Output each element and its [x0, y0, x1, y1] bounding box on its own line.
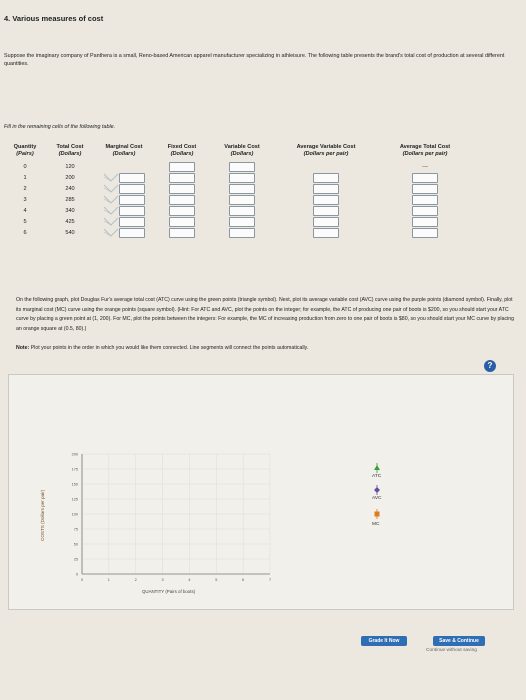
variable-cost-input[interactable]: [229, 184, 255, 194]
average-variable-cost-cell[interactable]: [274, 205, 378, 216]
fixed-cost-cell[interactable]: [154, 161, 210, 172]
marginal-cost-cell: [94, 161, 154, 172]
marginal-cost-cell[interactable]: [94, 194, 154, 205]
variable-cost-cell[interactable]: [210, 183, 274, 194]
atc-input[interactable]: [412, 173, 438, 183]
table-row: [4, 194, 472, 205]
variable-cost-cell[interactable]: [210, 172, 274, 183]
marginal-cost-input[interactable]: [119, 195, 145, 205]
marginal-cost-cell[interactable]: [94, 227, 154, 238]
marginal-cost-input[interactable]: [119, 184, 145, 194]
quantity-cell: 5: [23, 218, 27, 225]
average-variable-cost-cell[interactable]: [274, 172, 378, 183]
total-cost-cell: 540: [65, 229, 75, 236]
total-cost-cell: 200: [65, 174, 75, 181]
quantity-cell: 6: [23, 229, 27, 236]
legend-mc-label: MC: [372, 522, 380, 527]
table-row: [4, 161, 472, 172]
total-cost-cell: 240: [65, 185, 75, 192]
table-row: [4, 183, 472, 194]
table-row: [4, 216, 472, 227]
average-variable-cost-cell: [274, 161, 378, 172]
quantity-cell: 4: [23, 207, 27, 214]
average-variable-cost-cell[interactable]: [274, 194, 378, 205]
col-total-cost: Total Cost (Dollars): [56, 144, 84, 157]
average-total-cost-cell[interactable]: [378, 183, 472, 194]
atc-input[interactable]: [412, 184, 438, 194]
marginal-cost-cell[interactable]: [94, 172, 154, 183]
variable-cost-input[interactable]: [229, 195, 255, 205]
fixed-cost-cell[interactable]: [154, 205, 210, 216]
quantity-cell: 2: [23, 185, 27, 192]
fixed-cost-input[interactable]: [169, 217, 195, 227]
col-average-variable-cost: Average Variable Cost (Dollars per pair): [296, 144, 356, 157]
grade-it-now-button[interactable]: Grade It Now: [361, 636, 407, 646]
average-total-cost-cell[interactable]: [378, 205, 472, 216]
atc-input[interactable]: [412, 228, 438, 238]
y-tick-label: 125: [71, 497, 78, 502]
y-tick-label: 175: [71, 467, 78, 472]
marginal-cost-cell[interactable]: [94, 216, 154, 227]
variable-cost-input[interactable]: [229, 228, 255, 238]
variable-cost-cell[interactable]: [210, 216, 274, 227]
average-total-cost-cell: —: [422, 163, 428, 170]
average-total-cost-cell[interactable]: [378, 172, 472, 183]
variable-cost-cell[interactable]: [210, 194, 274, 205]
avc-input[interactable]: [313, 184, 339, 194]
continue-without-saving-link[interactable]: Continue without saving: [426, 648, 477, 653]
average-total-cost-cell[interactable]: [378, 194, 472, 205]
quantity-cell: 0: [23, 163, 27, 170]
x-tick-label: 4: [188, 578, 191, 582]
y-axis-label: COSTS (Dollars per pair): [40, 489, 45, 541]
y-tick-label: 200: [71, 452, 78, 457]
table-row: [4, 227, 472, 238]
avc-input[interactable]: [313, 228, 339, 238]
save-and-continue-button[interactable]: Save & Continue: [433, 636, 485, 646]
marginal-cost-cell[interactable]: [94, 205, 154, 216]
average-variable-cost-cell[interactable]: [274, 183, 378, 194]
col-average-total-cost: Average Total Cost (Dollars per pair): [399, 144, 451, 157]
variable-cost-input[interactable]: [229, 206, 255, 216]
marginal-cost-input[interactable]: [119, 228, 145, 238]
y-tick-label: 25: [73, 557, 78, 562]
cost-table: [4, 144, 472, 238]
col-marginal-cost: Marginal Cost (Dollars): [105, 144, 143, 157]
avc-input[interactable]: [313, 173, 339, 183]
x-tick-label: 0: [80, 578, 84, 582]
average-variable-cost-cell[interactable]: [274, 227, 378, 238]
note-text: Plot your points in the order in which you would like them connected. Line segments will connect the points automatically.: [29, 344, 309, 351]
col-fixed-cost: Fixed Cost (Dollars): [167, 144, 197, 157]
atc-input[interactable]: [412, 217, 438, 227]
col-variable-cost: Variable Cost (Dollars): [224, 144, 260, 157]
fixed-cost-input[interactable]: [169, 162, 195, 172]
fixed-cost-input[interactable]: [169, 228, 195, 238]
fixed-cost-input[interactable]: [169, 184, 195, 194]
fixed-cost-cell[interactable]: [154, 194, 210, 205]
table-header-row: [4, 144, 472, 161]
avc-input[interactable]: [313, 195, 339, 205]
total-cost-cell: 425: [65, 218, 75, 225]
average-total-cost-cell[interactable]: [378, 216, 472, 227]
fixed-cost-cell[interactable]: [154, 227, 210, 238]
average-total-cost-cell[interactable]: [378, 227, 472, 238]
x-tick-label: 5: [215, 578, 218, 582]
fixed-cost-cell[interactable]: [154, 172, 210, 183]
fixed-cost-cell[interactable]: [154, 183, 210, 194]
variable-cost-input[interactable]: [229, 217, 255, 227]
y-tick-label: 50: [73, 542, 78, 547]
y-tick-label: 75: [73, 527, 78, 532]
fill-instruction: Fill in the remaining cells of the following table.: [4, 124, 116, 130]
y-tick-label: 0: [75, 572, 78, 577]
fixed-cost-input[interactable]: [169, 195, 195, 205]
marginal-cost-input[interactable]: [119, 217, 145, 227]
total-cost-cell: 120: [65, 163, 75, 170]
total-cost-cell: 285: [65, 196, 75, 203]
average-variable-cost-cell[interactable]: [274, 216, 378, 227]
variable-cost-cell[interactable]: [210, 227, 274, 238]
x-axis-label: QUANTITY (Pairs of boots): [142, 589, 196, 594]
y-tick-label: 100: [71, 512, 78, 517]
avc-input[interactable]: [313, 206, 339, 216]
fixed-cost-input[interactable]: [169, 173, 195, 183]
x-tick-label: 6: [242, 578, 245, 582]
help-icon[interactable]: ?: [484, 360, 496, 372]
variable-cost-input[interactable]: [229, 162, 255, 172]
avc-input[interactable]: [313, 217, 339, 227]
fixed-cost-cell[interactable]: [154, 216, 210, 227]
variable-cost-cell[interactable]: [210, 161, 274, 172]
marginal-cost-cell[interactable]: [94, 183, 154, 194]
atc-input[interactable]: [412, 206, 438, 216]
marginal-cost-input[interactable]: [119, 206, 145, 216]
variable-cost-input[interactable]: [229, 173, 255, 183]
table-row: [4, 205, 472, 216]
question-title: 4. Various measures of cost: [4, 14, 104, 23]
marginal-cost-input[interactable]: [119, 173, 145, 183]
x-tick-label: 2: [134, 578, 137, 582]
x-tick-label: 3: [161, 578, 164, 582]
x-tick-label: 1: [107, 578, 110, 582]
quantity-cell: 1: [23, 174, 27, 181]
intro-text: Suppose the imaginary company of Panthera is a small, Reno-based American apparel manufacturer specializing in athleisure. The following table presents the brand's total cost of production at several different quantities.: [4, 53, 505, 67]
col-quantity: Quantity (Pairs): [13, 144, 37, 157]
legend-atc-label: ATC: [372, 474, 382, 479]
note-label: Note:: [16, 344, 30, 351]
total-cost-cell: 340: [65, 207, 75, 214]
graph-instructions: On the following graph, plot Douglas Fur's average total cost (ATC) curve using the green points (triangle symbol). Next, plot its average variable cost (AVC) curve using the purple points (diamond symbol). Finally, plot its marginal cost (MC) curve using the orange points (square symbol). (Hint: For ATC and AVC, plot the points on the integer; for example, the ATC of producing one pair of boots is $200, so you should start your ATC curve by placing a green point at (1, 200). For MC, plot the points between the integers: For example, the MC of increasing production from zero to one pair of boots is $80, so you should start your MC curve by placing an orange square at (0.5, 80).) Note: Plot your points in the order in which you would like them connected. Line segments will connect the points automatically.: [16, 297, 514, 351]
x-tick-label: 7: [268, 578, 272, 582]
y-tick-label: 150: [71, 482, 78, 487]
table-row: [4, 172, 472, 183]
fixed-cost-input[interactable]: [169, 206, 195, 216]
variable-cost-cell[interactable]: [210, 205, 274, 216]
graph-panel: [8, 374, 514, 610]
atc-input[interactable]: [412, 195, 438, 205]
legend-avc-label: AVC: [372, 496, 382, 501]
quantity-cell: 3: [23, 196, 27, 203]
